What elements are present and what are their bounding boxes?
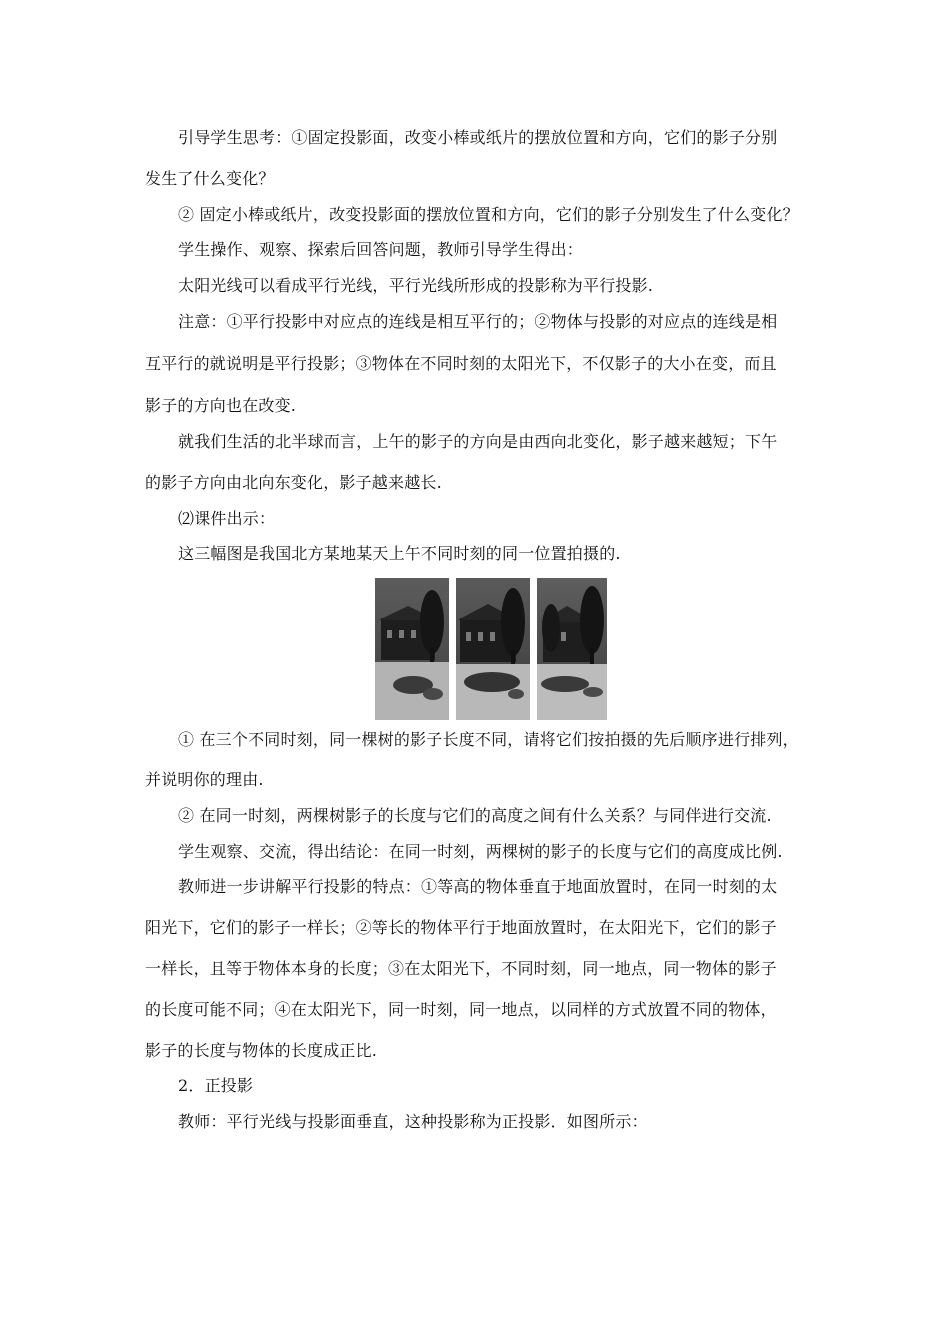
paragraph-line: 互平行的就说明是平行投影；③物体在不同时刻的太阳光下，不仅影子的大小在变，而且 [145, 354, 777, 373]
section-heading: 2．正投影 [178, 1076, 254, 1095]
paragraph-line: 教师进一步讲解平行投影的特点：①等高的物体垂直于地面放置时，在同一时刻的太 [178, 877, 778, 896]
paragraph-line: 阳光下，它们的影子一样长；②等长的物体平行于地面放置时，在太阳光下，它们的影子 [145, 918, 777, 937]
paragraph-line: 学生观察、交流，得出结论：在同一时刻，两棵树的影子的长度与它们的高度成比例. [178, 842, 783, 861]
paragraph-line: 这三幅图是我国北方某地某天上午不同时刻的同一位置拍摄的. [178, 544, 621, 563]
paragraph-line: ① 在三个不同时刻，同一棵树的影子长度不同，请将它们按拍摄的先后顺序进行排列， [178, 730, 799, 749]
paragraph-line: ② 在同一时刻，两棵树影子的长度与它们的高度之间有什么关系？与同伴进行交流. [178, 806, 772, 825]
paragraph-line: 学生操作、观察、探索后回答问题，教师引导学生得出： [178, 240, 584, 259]
photo-3 [537, 578, 607, 720]
three-photos [375, 578, 607, 720]
paragraph-line: 的影子方向由北向东变化，影子越来越长. [145, 473, 442, 492]
paragraph-line: ② 固定小棒或纸片，改变投影面的摆放位置和方向，它们的影子分别发生了什么变化？ [178, 205, 799, 224]
paragraph-line: 发生了什么变化？ [145, 169, 275, 188]
photo-2 [456, 578, 530, 720]
paragraph-line: 引导学生思考：①固定投影面，改变小棒或纸片的摆放位置和方向，它们的影子分别 [178, 128, 778, 147]
paragraph-line: 教师：平行光线与投影面垂直，这种投影称为正投影．如图所示： [178, 1112, 648, 1131]
paragraph-line: 影子的方向也在改变. [145, 396, 297, 415]
paragraph-line: 就我们生活的北半球而言，上午的影子的方向是由西向北变化，影子越来越短；下午 [178, 432, 778, 451]
paragraph-line: ⑵课件出示： [178, 509, 276, 528]
paragraph-line: 注意：①平行投影中对应点的连线是相互平行的；②物体与投影的对应点的连线是相 [178, 312, 778, 331]
paragraph-line: 影子的长度与物体的长度成正比. [145, 1041, 378, 1060]
paragraph-line: 一样长，且等于物体本身的长度；③在太阳光下，不同时刻，同一地点，同一物体的影子 [145, 959, 777, 978]
paragraph-line: 的长度可能不同；④在太阳光下，同一时刻，同一地点，以同样的方式放置不同的物体， [145, 1000, 777, 1019]
paragraph-line: 并说明你的理由. [145, 770, 264, 789]
paragraph-line: 太阳光线可以看成平行光线，平行光线所形成的投影称为平行投影. [178, 276, 654, 295]
photo-1 [375, 578, 449, 720]
